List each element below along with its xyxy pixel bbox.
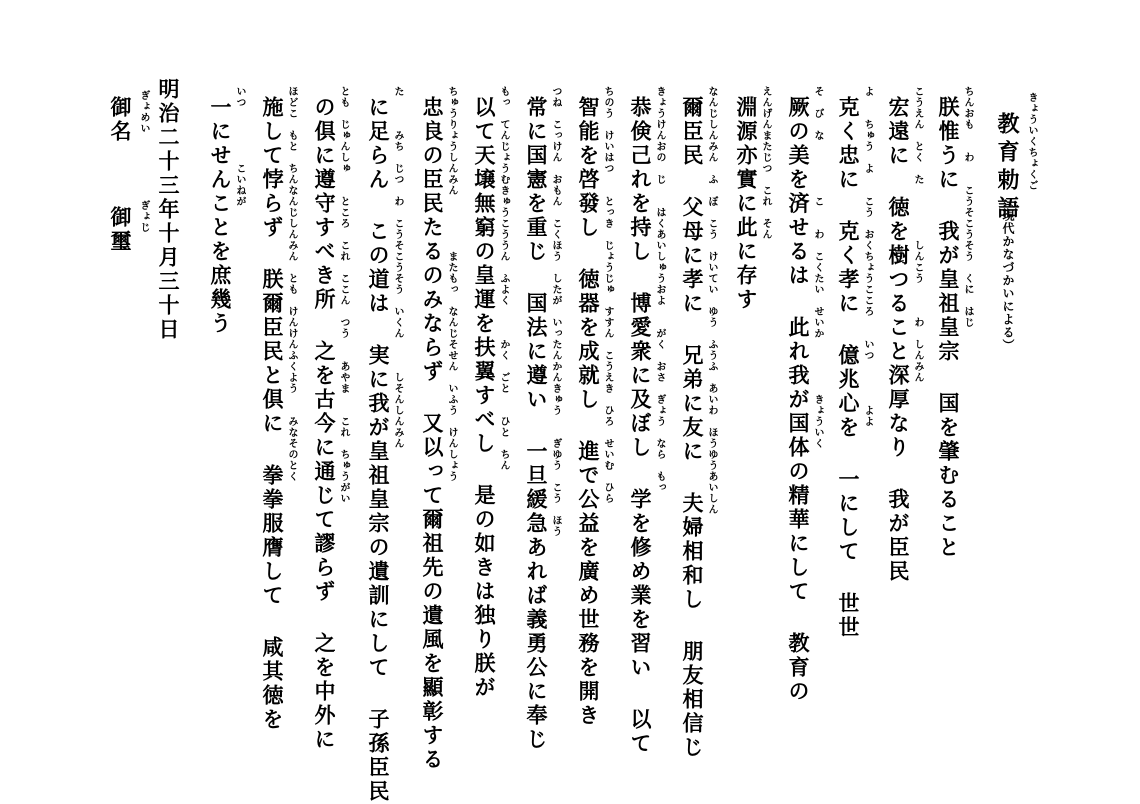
ruby-line-10: もっ てんじょうむきゅうこううん ふよく かく ごと ひと ちん bbox=[498, 86, 509, 471]
signature-reading: ぎょめい bbox=[138, 90, 149, 134]
text-line-7: 恭倹己れを持し 博愛衆に及ぼし 学を修め業を習い 以て bbox=[628, 96, 653, 756]
ruby-line-5: えんげんまたじつ これ そん bbox=[760, 86, 771, 240]
ruby-line-2: こうえん とく た しんこう わ しんみん bbox=[912, 86, 923, 383]
text-line-2: 宏遠に 徳を樹つること深厚なり 我が臣民 bbox=[886, 96, 911, 584]
text-line-15: 一にせんことを庶幾う bbox=[208, 96, 233, 336]
text-line-3: 克く忠に 克く孝に 億兆心を 一にして 世世 bbox=[836, 96, 861, 640]
text-line-4: 厥の美を済せるは 此れ我が国体の精華にして 教育の bbox=[786, 96, 811, 704]
seal-label: 御璽 bbox=[108, 206, 133, 254]
ruby-line-8: ちのう けいはつ とっき じょうじゅ すすん こうえき ひろ せいむ ひら bbox=[602, 86, 613, 504]
signature-label: 御名 bbox=[108, 96, 133, 144]
document-date: 明治二十三年十月三十日 bbox=[156, 78, 181, 342]
ruby-line-1: ちんおも わ こうそこうそう くに はじ bbox=[962, 86, 973, 328]
text-line-11: 忠良の臣民たるのみならず 又以って爾祖先の遺風を顯彰する bbox=[420, 96, 445, 772]
text-line-6: 爾臣民 父母に孝に 兄弟に友に 夫婦相和し 朋友相信じ bbox=[680, 96, 705, 760]
ruby-line-3: よ ちゅう よ こう おくちょうこころ いつ よよ bbox=[862, 86, 873, 427]
document-subtitle: （現代かなづかいによる） bbox=[1001, 196, 1015, 352]
ruby-line-11: ちゅうりょうしんみん またもっ なんじそせん いふう けんしょう bbox=[446, 86, 457, 482]
document-title: 教育勅語 bbox=[994, 112, 1020, 224]
seal-reading: ぎょじ bbox=[138, 200, 149, 233]
ruby-line-13: とも じゅんしゅ ところ これ ここん つう あやま これ ちゅうがい bbox=[338, 86, 349, 504]
text-line-13: の倶に遵守すべき所 之を古今に通じて謬らず 之を中外に bbox=[312, 96, 337, 752]
title-reading: きょういくちょくご bbox=[1026, 92, 1037, 191]
ruby-line-15: いつ こいねが bbox=[234, 86, 245, 207]
text-line-12: に足らん この道は 実に我が皇祖皇宗の遺訓にして 子孫臣民 bbox=[366, 96, 391, 804]
ruby-line-7: きょうけんおの じ はくあいしゅうおよ がく おさ ぎょう なら もっ bbox=[654, 86, 665, 493]
text-line-1: 朕惟うに 我が皇祖皇宗 国を肇むること bbox=[936, 96, 961, 560]
ruby-line-6: なんじしんみん ふ ぼ こう けいてい ゆう ふうふ あいわ ほうゆうあいしん bbox=[706, 86, 717, 515]
text-line-10: 以て天壌無窮の皇運を扶翼すべし 是の如きは独り朕が bbox=[472, 96, 497, 700]
text-line-14: 施して悖らず 朕爾臣民と倶に 拳拳服膺して 咸其徳を bbox=[260, 96, 285, 732]
text-line-8: 智能を啓發し 徳器を成就し 進で公益を廣め世務を開き bbox=[576, 96, 601, 728]
ruby-line-12: た みち じつ わ こうそこうそう いくん しそんしんみん bbox=[392, 86, 403, 449]
text-line-5: 淵源亦實に此に存す bbox=[734, 96, 759, 312]
ruby-line-14: ほどこ もと ちんなんじしんみん とも けんけんふくよう みなそのとく bbox=[286, 86, 297, 482]
text-line-9: 常に国憲を重じ 国法に遵い 一旦緩急あれば義勇公に奉じ bbox=[524, 96, 549, 752]
ruby-line-4: そ び な こ わ こくたい せいか きょういく bbox=[812, 86, 823, 449]
ruby-line-9: つね こっけん おもん こくほう したが いったんかんきゅう ぎゆう こう ほう bbox=[550, 86, 561, 537]
